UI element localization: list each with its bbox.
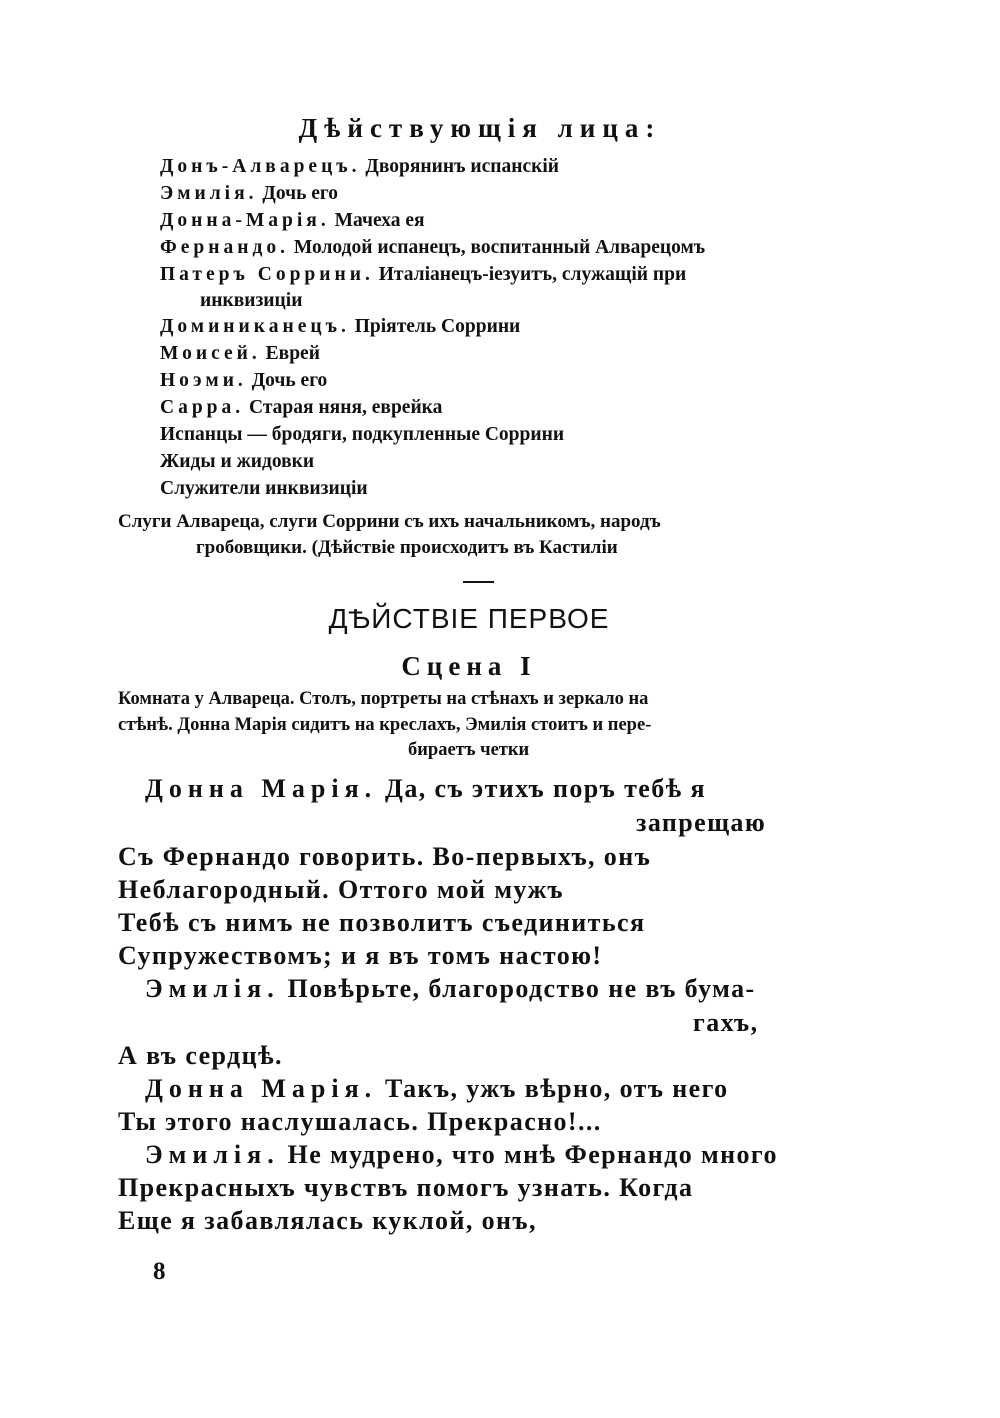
cast-name: Моисей. [160,343,261,364]
stage-direction-line: бираетъ четки [408,740,530,760]
cast-name: Патеръ Соррини. [160,264,374,285]
cast-name: Фернандо. [160,237,289,258]
speaker-name: Эмилія. [145,974,280,1003]
cast-desc: Старая няня, еврейка [249,397,443,418]
cast-name: Донна-Марія. [160,210,330,231]
cast-entry [160,156,559,178]
cast-name: Сарра. [160,397,245,418]
cast-entry [160,370,327,392]
verse-line: Прекрасныхъ чувствъ помогъ узнать. Когда [118,1173,694,1202]
cast-name: Эмилія. [160,183,258,204]
cast-entry: Жиды и жидовки [160,451,315,472]
cast-entry: Служители инквизиціи [160,478,368,499]
cast-desc: Дочь его [251,370,328,391]
cast-desc-continued: инквизиціи [200,290,303,311]
section-divider [463,581,494,583]
verse-line: Донна Марія. Да, съ этихъ поръ тебѣ я [145,774,706,803]
act-title: ДѢЙСТВІЕ ПЕРВОЕ [328,603,610,634]
cast-entry: Испанцы — бродяги, подкупленные Соррини [160,424,565,445]
stage-direction-line: Комната у Алвареца. Столъ, портреты на стѣнахъ и зеркало на [118,689,649,709]
cast-name: Донъ-Алварецъ. [160,156,361,177]
cast-entry [160,237,705,259]
cast-desc: Еврей [265,343,320,364]
speaker-name: Донна Марія. [145,774,378,803]
cast-desc: Дочь его [262,183,339,204]
cast-note-line: гробовщики. (Дѣйствіе происходитъ въ Кастиліи [196,537,618,558]
cast-note-line: Слуги Алвареца, слуги Соррини съ ихъ начальникомъ, народъ [118,511,661,532]
speaker-name: Донна Марія. [145,1074,378,1103]
verse-line: Ты этого наслушалась. Прекрасно!... [118,1107,602,1136]
cast-heading: Дѣйствующія лица: [298,113,662,143]
verse-line: Супружествомъ; и я въ томъ настою! [118,941,603,970]
cast-desc: Мачеха ея [334,210,425,231]
cast-desc: Молодой испанецъ, воспитанный Алварецомъ [293,237,706,258]
speaker-name: Эмилія. [145,1140,280,1169]
stage-direction-line: стѣнѣ. Донна Марія сидитъ на креслахъ, Эмилія стоитъ и пере- [118,715,652,735]
verse-line: Донна Марія. Такъ, ужъ вѣрно, отъ него [145,1074,729,1103]
cast-entry [160,397,442,419]
page-number: 8 [153,1258,166,1285]
cast-desc: Дворянинъ испанскій [365,156,559,177]
cast-name: Ноэми. [160,370,247,391]
verse-line: Неблагородный. Оттого мой мужъ [118,875,564,904]
verse-line: запрещаю [636,808,767,837]
verse-line: А въ сердцѣ. [118,1041,283,1070]
cast-name: Доминиканецъ. [160,316,350,337]
cast-desc: Пріятель Соррини [354,316,521,337]
cast-desc: Италіанецъ-іезуитъ, служащій при [378,264,687,285]
cast-entry [160,264,686,286]
cast-entry [160,210,425,232]
cast-entry [160,316,520,338]
scene-title: Сцена I [401,651,537,681]
verse-line: Еще я забавлялась куклой, онъ, [118,1206,537,1235]
verse-line: Эмилія. Не мудрено, что мнѣ Фернандо много [145,1140,778,1169]
verse-line: Эмилія. Повѣрьте, благородство не въ бума- [145,974,756,1003]
cast-entry [160,183,338,205]
verse-line: Съ Фернандо говорить. Во-первыхъ, онъ [118,842,652,871]
verse-line: Тебѣ съ нимъ не позволитъ съединиться [118,908,646,937]
verse-line: гахъ, [693,1008,759,1037]
cast-entry [160,343,320,365]
